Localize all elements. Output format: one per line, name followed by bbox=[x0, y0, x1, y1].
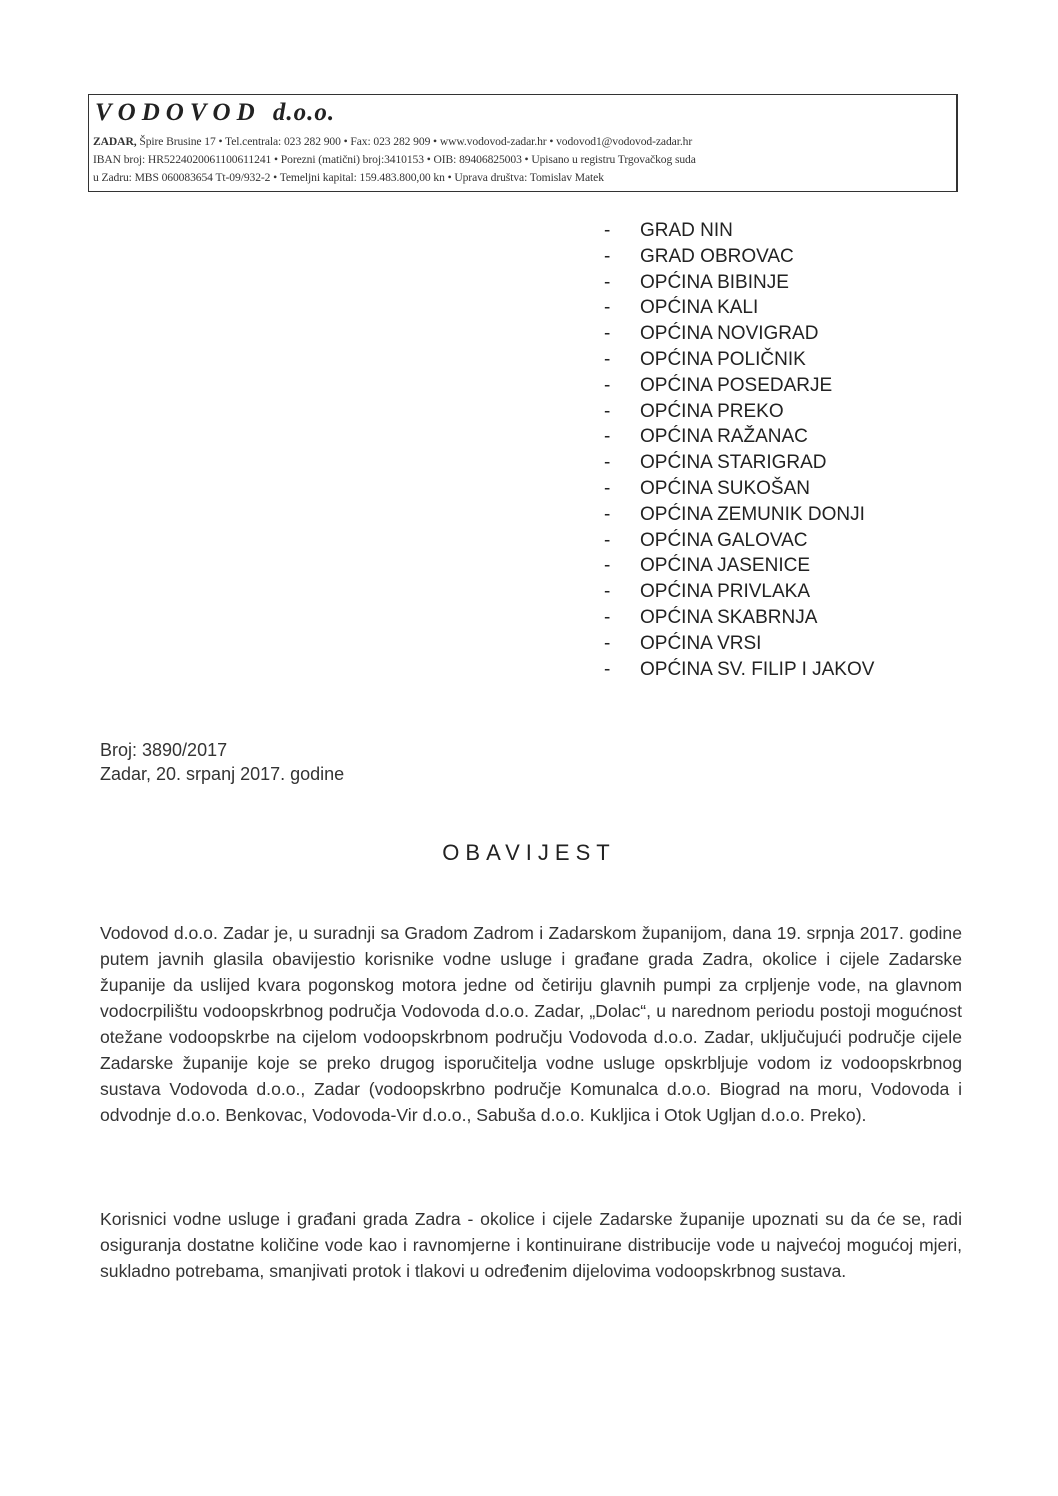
list-dash: - bbox=[604, 426, 611, 448]
document-title: OBAVIJEST bbox=[442, 840, 616, 865]
list-dash: - bbox=[604, 245, 611, 267]
recipient-name: OPĆINA RAŽANAC bbox=[640, 426, 808, 448]
recipient-name: GRAD OBROVAC bbox=[640, 245, 794, 267]
recipient-name: OPĆINA KALI bbox=[640, 297, 759, 319]
letterhead-bank-line: IBAN broj: HR5224020061100611241 • Porezni (matični) broj:3410153 • OIB: 89406825003 • Upisano u registru Trgovačkog suda bbox=[93, 153, 696, 166]
recipient-item bbox=[604, 424, 874, 450]
list-dash: - bbox=[604, 220, 611, 241]
recipient-name: OPĆINA PREKO bbox=[640, 400, 784, 422]
list-dash: - bbox=[604, 271, 611, 293]
list-dash: - bbox=[604, 452, 611, 474]
letterhead-city: ZADAR, bbox=[93, 135, 137, 148]
list-dash: - bbox=[604, 297, 611, 319]
place-date: Zadar, 20. srpanj 2017. godine bbox=[100, 764, 345, 784]
body-paragraph: Vodovod d.o.o. Zadar je, u suradnji sa Gradom Zadrom i Zadarskom županijom, dana 19. srpnja 2017. godine putem javnih glasila obavijestio korisnike vodne usluge i građane grada Zadra, okolice i cijele Zadarske županije da uslijed kvara pogonskog motora jedne od četiriju glavnih pumpi za crpljenje vode, na glavnom vodocrpilištu vodoopskrbnog područja Vodovoda d.o.o. Zadar, „Dolac“, u narednom periodu postoji mogućnost otežane vodoopskrbe na cijelom vodoopskrbnom području Vodovoda d.o.o. Zadar, uključujući područje cijele Zadarske županije koje se preko drugog isporučitelja vodne usluge opskrbljuje vodom iz vodoopskrbnog sustava Vodovoda d.o.o., Zadar (vodoopskrbno područje Komunalca d.o.o. Biograd na moru, Vodovoda i odvodnje d.o.o. Benkovac, Vodovoda-Vir d.o.o., Sabuša d.o.o. Kukljica i Otok Ugljan d.o.o. Preko). bbox=[100, 923, 962, 1125]
list-dash: - bbox=[604, 632, 611, 654]
recipient-item bbox=[604, 295, 874, 321]
list-dash: - bbox=[604, 477, 611, 499]
recipient-item bbox=[604, 553, 874, 579]
recipient-name: OPĆINA PRIVLAKA bbox=[640, 581, 811, 603]
recipient-name: OPĆINA ZEMUNIK DONJI bbox=[640, 503, 865, 525]
letterhead bbox=[88, 94, 958, 192]
company-name-main: VODOVOD bbox=[95, 99, 261, 126]
recipient-name: OPĆINA POSEDARJE bbox=[640, 374, 833, 396]
recipient-item bbox=[604, 270, 874, 296]
recipient-item bbox=[604, 399, 874, 425]
recipient-name: OPĆINA BIBINJE bbox=[640, 271, 789, 293]
company-name bbox=[95, 99, 335, 127]
recipient-list bbox=[604, 218, 874, 682]
recipient-item bbox=[604, 321, 874, 347]
list-dash: - bbox=[604, 606, 611, 628]
recipient-item bbox=[604, 605, 874, 631]
recipient-item bbox=[604, 218, 874, 244]
list-dash: - bbox=[604, 400, 611, 422]
recipient-name: OPĆINA NOVIGRAD bbox=[640, 323, 819, 345]
recipient-name: OPĆINA STARIGRAD bbox=[640, 452, 827, 474]
recipient-item bbox=[604, 579, 874, 605]
list-dash: - bbox=[604, 323, 611, 345]
recipient-name: OPĆINA POLIČNIK bbox=[640, 348, 806, 370]
letterhead-address-line bbox=[93, 135, 692, 148]
company-name-suffix: d.o.o. bbox=[272, 99, 336, 126]
letterhead-registry-line: u Zadru: MBS 060083654 Tt-09/932-2 • Temeljni kapital: 159.483.800,00 kn • Uprava društva: Tomislav Matek bbox=[93, 171, 604, 184]
list-dash: - bbox=[604, 348, 611, 370]
recipient-item bbox=[604, 373, 874, 399]
recipient-name: OPĆINA SKABRNJA bbox=[640, 606, 818, 628]
recipient-item bbox=[604, 476, 874, 502]
list-dash: - bbox=[604, 555, 611, 577]
recipient-item bbox=[604, 631, 874, 657]
recipient-name: OPĆINA VRSI bbox=[640, 632, 762, 654]
recipient-name: GRAD NIN bbox=[640, 220, 733, 241]
recipient-name: OPĆINA SV. FILIP I JAKOV bbox=[640, 658, 875, 680]
recipient-item bbox=[604, 347, 874, 373]
recipient-name: OPĆINA SUKOŠAN bbox=[640, 477, 810, 499]
recipient-item bbox=[604, 528, 874, 554]
reference-number: Broj: 3890/2017 bbox=[100, 740, 228, 760]
recipient-item bbox=[604, 244, 874, 270]
recipient-item bbox=[604, 450, 874, 476]
list-dash: - bbox=[604, 529, 611, 551]
list-dash: - bbox=[604, 658, 611, 680]
list-dash: - bbox=[604, 503, 611, 525]
recipient-name: OPĆINA GALOVAC bbox=[640, 529, 808, 551]
recipient-item bbox=[604, 502, 874, 528]
recipient-name: OPĆINA JASENICE bbox=[640, 555, 810, 577]
letterhead-contact: Špire Brusine 17 • Tel.centrala: 023 282 900 • Fax: 023 282 909 • www.vodovod-zadar.hr • vodovod1@vodovod-zadar.hr bbox=[139, 135, 693, 148]
list-dash: - bbox=[604, 581, 611, 603]
list-dash: - bbox=[604, 374, 611, 396]
body-paragraph: Korisnici vodne usluge i građani grada Zadra - okolice i cijele Zadarske županije upoznati su da će se, radi osiguranja dostatne količine vode kao i ravnomjerne i kontinuirane distribucije vode u najvećoj mogućoj mjeri, sukladno potrebama, smanjivati protok i tlakovi u određenim dijelovima vodoopskrbnog sustava. bbox=[100, 1209, 962, 1281]
recipient-item bbox=[604, 657, 874, 683]
